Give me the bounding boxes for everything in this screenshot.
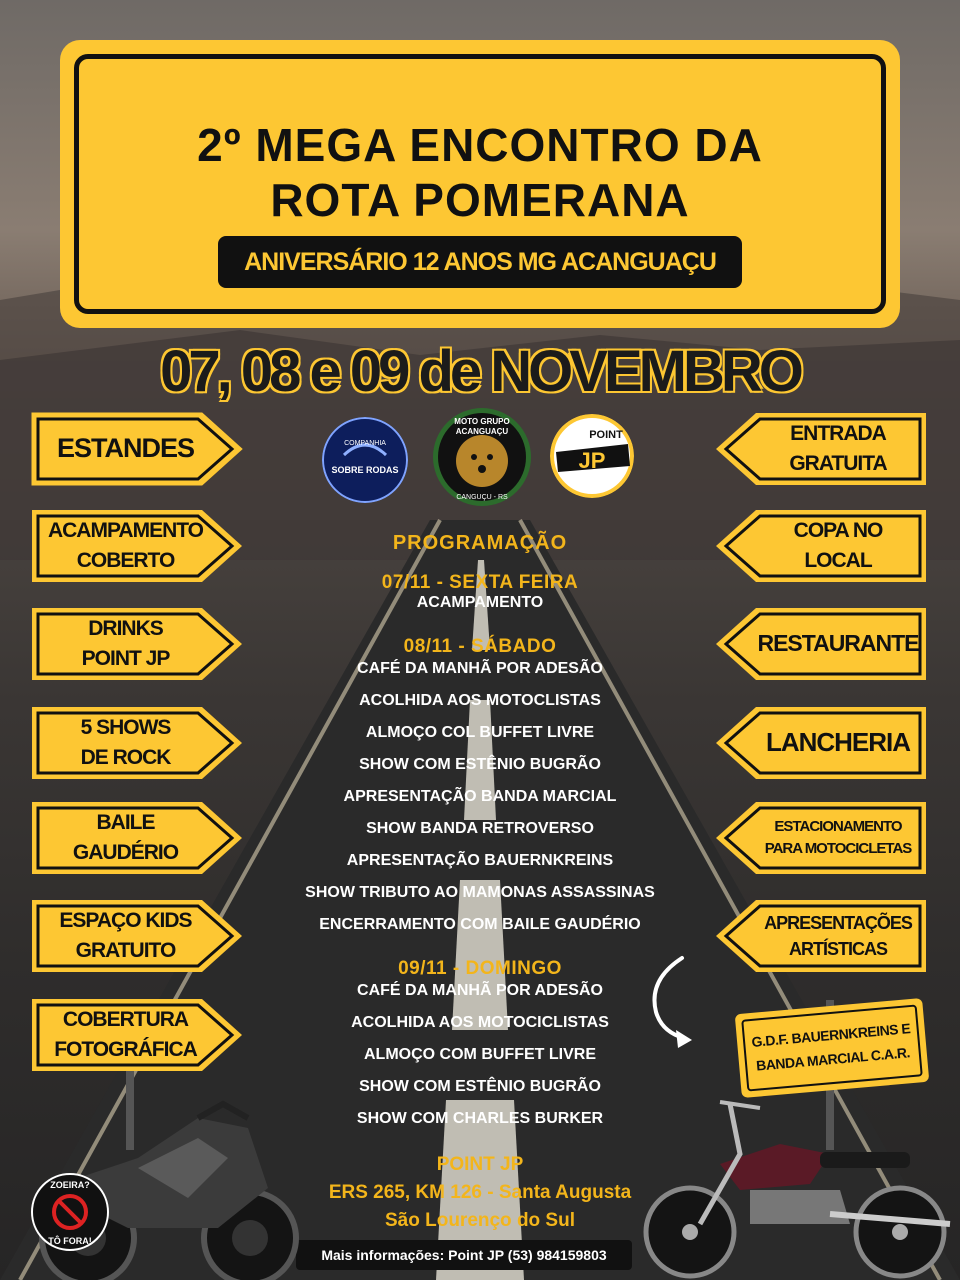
point-jp-logo [550,414,634,498]
program-item: ACOLHIDA AOS MOTOCICLISTAS [351,1014,609,1031]
custom-motorcycle-image [630,1094,960,1280]
day2-title: 08/11 - SÁBADO [403,636,557,657]
sign-label: COBERTURA FOTOGRÁFICA [54,1007,197,1061]
curved-arrow-icon [640,950,700,1050]
program-item: SHOW TRIBUTO AO MAMONAS ASSASSINAS [305,884,655,901]
sobre-rodas-logo [322,417,408,503]
program-item: ACOLHIDA AOS MOTOCLISTAS [359,692,601,709]
sign-label: ESTACIONAMENTO PARA MOTOCICLETAS [764,818,912,857]
program-item: ENCERRAMENTO COM BAILE GAUDÉRIO [319,916,641,933]
program-item: SHOW COM ESTÊNIO BUGRÃO [359,1078,601,1095]
svg-text:SOBRE RODAS: SOBRE RODAS [331,465,399,475]
sign-label: ESTANDES [56,433,195,464]
program-item: APRESENTAÇÃO BAUERNKREINS [346,852,614,869]
svg-text:POINT: POINT [589,429,623,441]
sign-acampamento [30,508,244,584]
venue-road: ERS 265, KM 126 - Santa Augusta [328,1182,632,1203]
sign-baile [30,800,244,876]
svg-text:ACANGUAÇU: ACANGUAÇU [455,427,509,436]
program-item: ALMOÇO COL BUFFET LIVRE [365,724,595,741]
event-dates: 07, 08 e 09 de NOVEMBRO [160,339,800,404]
program-item: SHOW COM CHARLES BURKER [356,1110,604,1127]
sign-cobertura [30,997,244,1073]
program-item: ALMOÇO COM BUFFET LIVRE [364,1046,596,1063]
sign-label: ENTRADA GRATUITA [789,421,887,475]
program-item: CAFÉ DA MANHÃ POR ADESÃO [357,660,603,677]
svg-text:MOTO GRUPO: MOTO GRUPO [454,417,510,426]
sign-espaco-kids [30,898,244,974]
gdf-note-sign: G.D.F. BAUERNKREINS E BANDA MARCIAL C.A.R. [735,998,930,1098]
sign-label: LANCHERIA [765,727,911,758]
header-sign [60,40,900,328]
sign-label: COPA NO LOCAL [793,518,883,572]
sign-label: 5 SHOWS DE ROCK [80,715,171,769]
day1-title: 07/11 - SEXTA FEIRA [381,572,579,593]
day3-title: 09/11 - DOMINGO [398,958,562,979]
sign-apresentacoes [714,898,928,974]
programacao-heading: PROGRAMAÇÃO [392,532,568,554]
program-item: SHOW COM ESTÊNIO BUGRÃO [359,756,601,773]
venue-city: São Lourenço do Sul [384,1210,575,1231]
sign-label: ESPAÇO KIDS GRATUITO [59,908,192,962]
sign-label: DRINKS POINT JP [81,616,170,670]
sign-copa [714,508,928,584]
venue-name: POINT JP [436,1154,524,1175]
sign-lancheria [714,705,928,781]
event-title-line2: ROTA POMERANA [270,174,690,226]
sign-estacionamento [714,800,928,876]
sign-label: BAILE GAUDÉRIO [72,810,179,864]
zoeira-sticker [30,1172,110,1252]
contact-info: Mais informações: Point JP (53) 984159803 [296,1240,632,1270]
sign-label: RESTAURANTE [757,630,919,657]
sign-drinks [30,606,244,682]
program-item: CAFÉ DA MANHÃ POR ADESÃO [357,982,603,999]
anniversary-banner: ANIVERSÁRIO 12 ANOS MG ACANGUAÇU [218,236,742,288]
program-item: APRESENTAÇÃO BANDA MARCIAL [343,788,617,805]
sign-label: APRESENTAÇÕES ARTÍSTICAS [764,912,912,959]
moto-grupo-acanguacu-logo [432,407,532,507]
sign-label: ACAMPAMENTO COBERTO [47,518,204,572]
svg-text:ZOEIRA?: ZOEIRA? [50,1180,90,1190]
svg-text:JP: JP [578,448,606,473]
event-title-line1: 2º MEGA ENCONTRO DA [197,119,763,171]
program-item: SHOW BANDA RETROVERSO [366,820,594,837]
sign-entrada [714,411,928,487]
sign-shows-rock [30,705,244,781]
svg-text:COMPANHIA: COMPANHIA [344,440,386,447]
svg-text:CANGUÇU - RS: CANGUÇU - RS [456,494,508,501]
program-item: ACAMPAMENTO [416,594,544,611]
svg-text:TÔ FORA!: TÔ FORA! [48,1236,92,1246]
sign-estandes [30,411,244,487]
sign-restaurante [714,606,928,682]
